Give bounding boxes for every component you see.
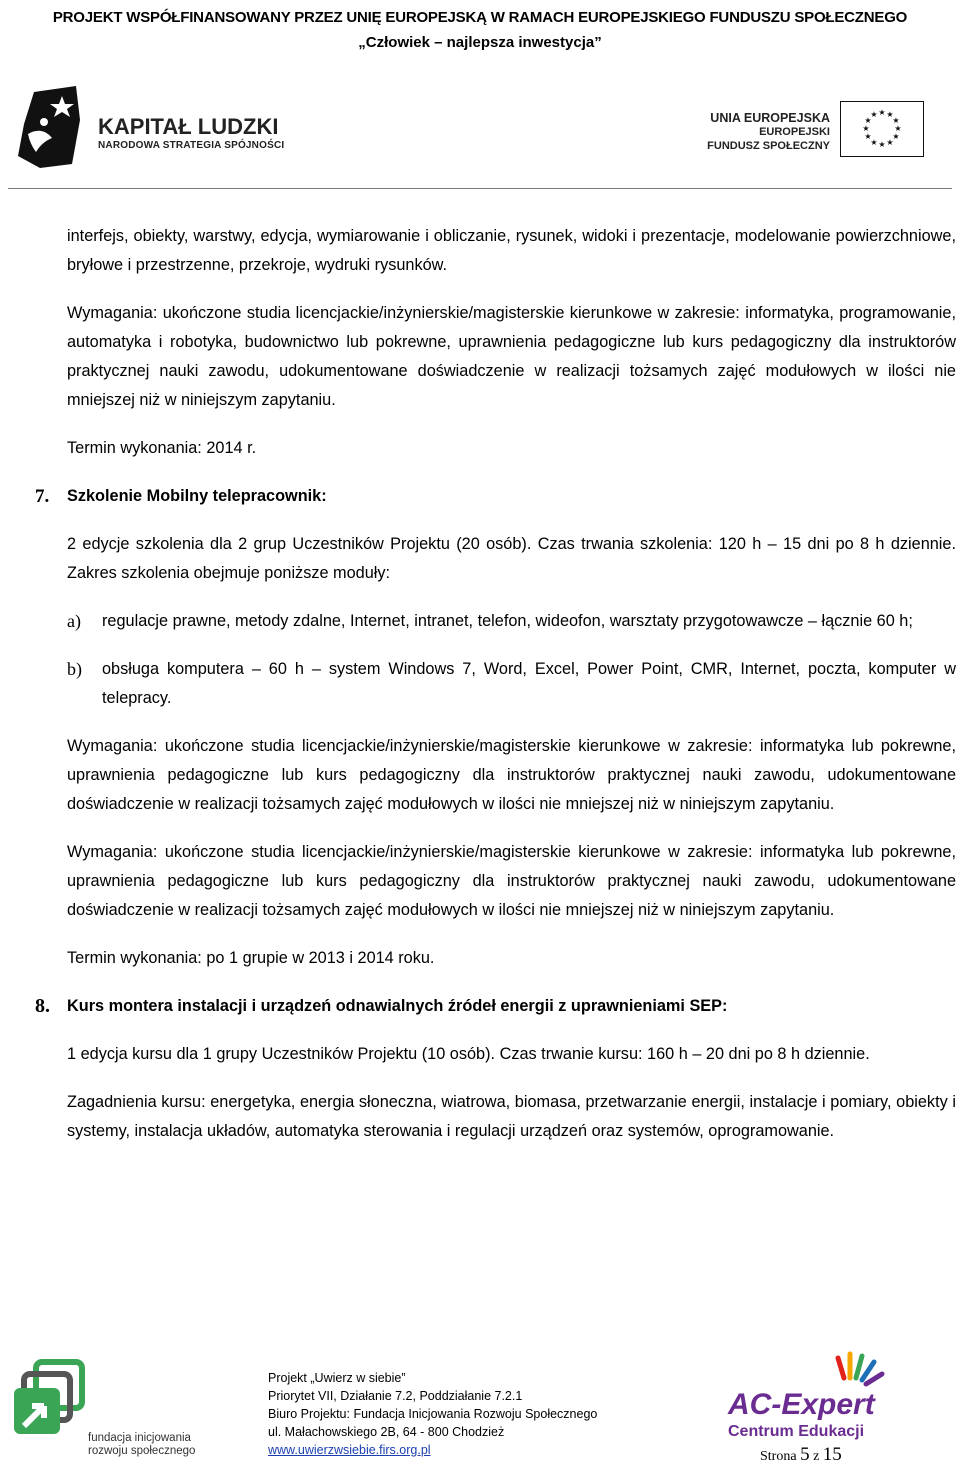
footer-website-link[interactable]: www.uwierzwsiebie.firs.org.pl [268, 1443, 431, 1457]
svg-text:★: ★ [894, 124, 902, 133]
footer-office: Biuro Projektu: Fundacja Inicjowania Rozwoju Społecznego [268, 1407, 598, 1421]
page-current: 5 [800, 1444, 810, 1465]
paragraph: Wymagania: ukończone studia licencjackie/inżynierskie/magisterskie kierunkowe w zakresie: informatyka lub pokrewne, uprawnienia pedagogiczne lub kurs pedagogiczny dla instruktorów praktycznej nauki zawodu, udokumentowane doświadczenie w realizacji tożsamych zajęć modułowych w ilości nie mniejszej niż w niniejszym zapytaniu. [67, 737, 956, 813]
page-word: Strona [760, 1449, 797, 1464]
paragraph: 2 edycje szkolenia dla 2 grup Uczestników Projektu (20 osób). Czas trwania szkolenia: 120 h – 15 dni po 8 h dziennie. Zakres szkolenia obejmuje poniższe moduły: [67, 535, 956, 582]
svg-text:★: ★ [886, 110, 894, 119]
section-number: 7. [35, 486, 50, 507]
page-of: z [813, 1449, 820, 1464]
header-cofinancing-text: PROJEKT WSPÓŁFINANSOWANY PRZEZ UNIĘ EUROPEJSKĄ W RAMACH EUROPEJSKIEGO FUNDUSZU SPOŁECZNEGO [52, 9, 908, 26]
eu-flag-icon [840, 101, 924, 157]
list-label: b) [67, 659, 82, 679]
list-text: obsługa komputera – 60 h – system Windows 7, Word, Excel, Power Point, CMR, Internet, poczta, komputer w telepracy. [102, 660, 956, 707]
firs-foundation-logo [10, 1356, 90, 1462]
list-label: a) [67, 611, 81, 631]
kapital-ludzki-title: KAPITAŁ LUDZKI [98, 114, 279, 139]
eu-line3: FUNDUSZ SPOŁECZNY [707, 140, 830, 152]
paragraph: Zagadnienia kursu: energetyka, energia słoneczna, wiatrowa, biomasa, przetwarzanie energii, instalacje i pomiary, obiekty i systemy, instalacja układów, automatyka sterowania i regulacji urządzeń oraz systemów, oprogramowanie. [67, 1093, 956, 1140]
footer-priority: Priorytet VII, Działanie 7.2, Poddziałanie 7.2.1 [268, 1389, 523, 1403]
paragraph: interfejs, obiekty, warstwy, edycja, wymiarowanie i obliczanie, rysunek, widoki i prezentacje, modelowanie powierzchniowe, bryłowe i przestrzenne, przekroje, wydruki rysunków. [67, 227, 956, 274]
svg-text:★: ★ [892, 116, 900, 125]
list-item [67, 607, 956, 636]
svg-text:★: ★ [864, 116, 872, 125]
list-text: regulacje prawne, metody zdalne, Internet, intranet, telefon, wideofon, warsztaty przygotowawcze – łącznie 60 h; [102, 612, 913, 630]
section-8-heading [35, 992, 956, 1021]
footer-project: Projekt „Uwierz w siebie” [268, 1371, 406, 1385]
svg-text:★: ★ [878, 140, 886, 149]
svg-text:★: ★ [862, 124, 870, 133]
svg-text:★: ★ [870, 138, 878, 147]
ac-title: AC-Expert [728, 1388, 875, 1421]
svg-text:★: ★ [878, 108, 886, 117]
firs-line1: fundacja inicjowania [88, 1432, 191, 1444]
document-body [35, 222, 956, 1146]
paragraph: 1 edycja kursu dla 1 grupy Uczestników Projektu (10 osób). Czas trwanie kursu: 160 h – 20 dni po 8 h dziennie. [67, 1045, 870, 1063]
kapital-ludzki-subtitle: NARODOWA STRATEGIA SPÓJNOŚCI [98, 140, 285, 151]
paragraph: Termin wykonania: po 1 grupie w 2013 i 2014 roku. [67, 949, 435, 967]
section-number: 8. [35, 995, 50, 1017]
paragraph: Termin wykonania: 2014 r. [67, 439, 257, 457]
ac-expert-logo [724, 1348, 894, 1452]
paragraph: Wymagania: ukończone studia licencjackie/inżynierskie/magisterskie kierunkowe w zakresie: informatyka lub pokrewne, uprawnienia pedagogiczne lub kurs pedagogiczny dla instruktorów praktycznej nauki zawodu, udokumentowane doświadczenie w realizacji tożsamych zajęć modułowych w ilości nie mniejszej niż w niniejszym zapytaniu. [67, 843, 956, 919]
header-divider [8, 188, 952, 189]
firs-line2: rozwoju społecznego [88, 1445, 196, 1457]
eu-fund-text [707, 111, 830, 153]
svg-text:★: ★ [864, 132, 872, 141]
ac-subtitle: Centrum Edukacji [728, 1423, 865, 1440]
svg-text:★: ★ [870, 110, 878, 119]
page-total: 15 [822, 1444, 842, 1465]
svg-text:★: ★ [892, 132, 900, 141]
page-footer [0, 1340, 960, 1469]
page-number [760, 1444, 842, 1466]
section-title: Kurs montera instalacji i urządzeń odnawialnych źródeł energii z uprawnieniami SEP: [67, 997, 728, 1015]
footer-address: ul. Małachowskiego 2B, 64 - 800 Chodzież [268, 1425, 505, 1439]
header-slogan: „Człowiek – najlepsza inwestycja” [358, 34, 602, 51]
eu-line2: EUROPEJSKI [759, 126, 830, 138]
svg-text:★: ★ [886, 138, 894, 147]
list-item [67, 655, 956, 713]
footer-project-info [268, 1369, 597, 1459]
section-7-heading [35, 482, 956, 511]
paragraph: Wymagania: ukończone studia licencjackie/inżynierskie/magisterskie kierunkowe w zakresie: informatyka, programowanie, automatyka i robotyka, budownictwo lub pokrewne, uprawnienia pedagogiczne lub kurs pedagogiczny dla instruktorów praktycznej nauki zawodu, udokumentowane doświadczenie w realizacji tożsamych zajęć modułowych w ilości nie mniejszej niż w niniejszym zapytaniu. [67, 304, 956, 409]
firs-logo-text [88, 1432, 195, 1458]
page-header [0, 0, 960, 192]
eu-line1: UNIA EUROPEJSKA [710, 111, 830, 125]
section-title: Szkolenie Mobilny telepracownik: [67, 487, 327, 505]
